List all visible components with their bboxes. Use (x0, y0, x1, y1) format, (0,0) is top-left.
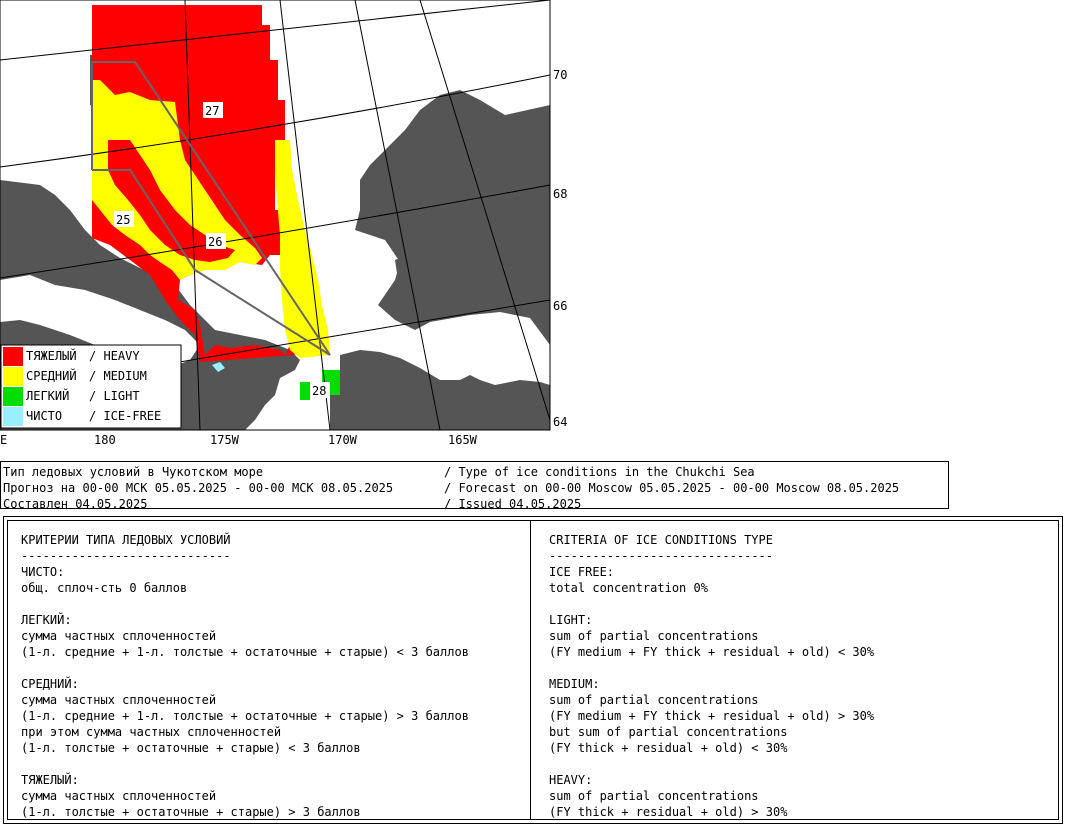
criteria-en-column (549, 532, 1054, 820)
criteria-en-line: HEAVY: (549, 773, 593, 787)
svg-text:/ MEDIUM: / MEDIUM (89, 369, 147, 383)
lon-label-170w: 170W (328, 433, 357, 447)
criteria-ru-line: ТЯЖЕЛЫЙ: (21, 773, 79, 787)
criteria-en-line: (FY medium + FY thick + residual + old) > 30% (549, 709, 875, 723)
svg-text:ЧИСТО: ЧИСТО (26, 409, 63, 423)
info-en-forecast: / Forecast on 00-00 Moscow 05.05.2025 - 00-00 Moscow 08.05.2025 (444, 481, 900, 495)
criteria-ru-line: сумма частных сплоченностей (21, 693, 217, 707)
criteria-ru-line: общ. сплоч-сть 0 баллов (21, 581, 188, 595)
lon-label-e: E (0, 433, 8, 447)
svg-text:/ HEAVY: / HEAVY (89, 349, 140, 363)
criteria-ru-line (21, 660, 526, 676)
criteria-ru-line (21, 596, 526, 612)
zone-label-28: 28 (312, 384, 327, 398)
svg-text:ТЯЖЕЛЫЙ: ТЯЖЕЛЫЙ (26, 349, 77, 363)
criteria-box (3, 516, 1063, 824)
criteria-en-line: total concentration 0% (549, 581, 708, 595)
lon-label-175w: 175W (210, 433, 239, 447)
info-en-issued: / Issued 04.05.2025 (444, 497, 582, 511)
lat-label-70: 70 (553, 68, 568, 82)
svg-text:/ LIGHT: / LIGHT (89, 389, 140, 403)
legend-swatch-ice-free (3, 407, 23, 426)
zone-label-27: 27 (205, 104, 220, 118)
lat-label-64: 64 (553, 415, 568, 429)
criteria-en-line: sum of partial concentrations (549, 693, 759, 707)
lat-label-68: 68 (553, 187, 568, 201)
criteria-ru-line: (1-л. средние + 1-л. толстые + остаточные + старые) < 3 баллов (21, 645, 469, 659)
criteria-ru-line (21, 756, 526, 772)
criteria-ru-line: СРЕДНИЙ: (21, 677, 79, 691)
legend (1, 345, 181, 428)
legend-swatch-light (3, 387, 23, 406)
criteria-ru-column (21, 532, 526, 820)
criteria-en-line: LIGHT: (549, 613, 593, 627)
svg-text:ЛЕГКИЙ: ЛЕГКИЙ (26, 389, 70, 403)
criteria-ru-line: ЧИСТО: (21, 565, 65, 579)
criteria-divider (530, 521, 531, 819)
info-ru-title: Тип ледовых условий в Чукотском море (3, 465, 264, 479)
svg-text:СРЕДНИЙ: СРЕДНИЙ (26, 369, 77, 383)
criteria-ru-line: при этом сумма частных сплоченностей (21, 725, 282, 739)
lat-label-66: 66 (553, 299, 568, 313)
criteria-en-line: (FY thick + residual + old) > 30% (549, 805, 788, 819)
legend-swatch-medium (3, 367, 23, 386)
criteria-ru-line: сумма частных сплоченностей (21, 789, 217, 803)
criteria-en-line: ICE FREE: (549, 565, 615, 579)
criteria-en-line: ------------------------------- (549, 549, 773, 563)
legend-swatch-heavy (3, 347, 23, 366)
criteria-en-line (549, 596, 1054, 612)
criteria-en-line: sum of partial concentrations (549, 629, 759, 643)
criteria-en-line (549, 756, 1054, 772)
zone-label-25: 25 (116, 213, 131, 227)
criteria-en-line: (FY medium + FY thick + residual + old) < 30% (549, 645, 875, 659)
criteria-en-line (549, 660, 1054, 676)
info-ru-issued: Составлен 04.05.2025 (3, 497, 148, 511)
lon-label-180: 180 (94, 433, 116, 447)
criteria-en-line: CRITERIA OF ICE CONDITIONS TYPE (549, 533, 773, 547)
criteria-en-line: sum of partial concentrations (549, 789, 759, 803)
criteria-inner-frame (7, 520, 1059, 820)
criteria-ru-line: (1-л. толстые + остаточные + старые) > 3 баллов (21, 805, 361, 819)
criteria-ru-line: (1-л. средние + 1-л. толстые + остаточные + старые) > 3 баллов (21, 709, 469, 723)
zone-label-26: 26 (208, 235, 223, 249)
criteria-ru-line: сумма частных сплоченностей (21, 629, 217, 643)
criteria-ru-line: ----------------------------- (21, 549, 231, 563)
criteria-ru-line: (1-л. толстые + остаточные + старые) < 3 баллов (21, 741, 361, 755)
info-ru-forecast: Прогноз на 00-00 МСК 05.05.2025 - 00-00 МСК 08.05.2025 (3, 481, 394, 495)
criteria-ru-line: ЛЕГКИЙ: (21, 613, 72, 627)
info-en-title: / Type of ice conditions in the Chukchi Sea (444, 465, 755, 479)
forecast-info-box (0, 461, 949, 509)
criteria-en-line: MEDIUM: (549, 677, 600, 691)
lon-label-165w: 165W (448, 433, 477, 447)
svg-text:/ ICE-FREE: / ICE-FREE (89, 409, 162, 423)
ice-conditions-map (0, 0, 581, 452)
criteria-ru-line: КРИТЕРИИ ТИПА ЛЕДОВЫХ УСЛОВИЙ (21, 533, 231, 547)
criteria-en-line: but sum of partial concentrations (549, 725, 788, 739)
criteria-en-line: (FY thick + residual + old) < 30% (549, 741, 788, 755)
